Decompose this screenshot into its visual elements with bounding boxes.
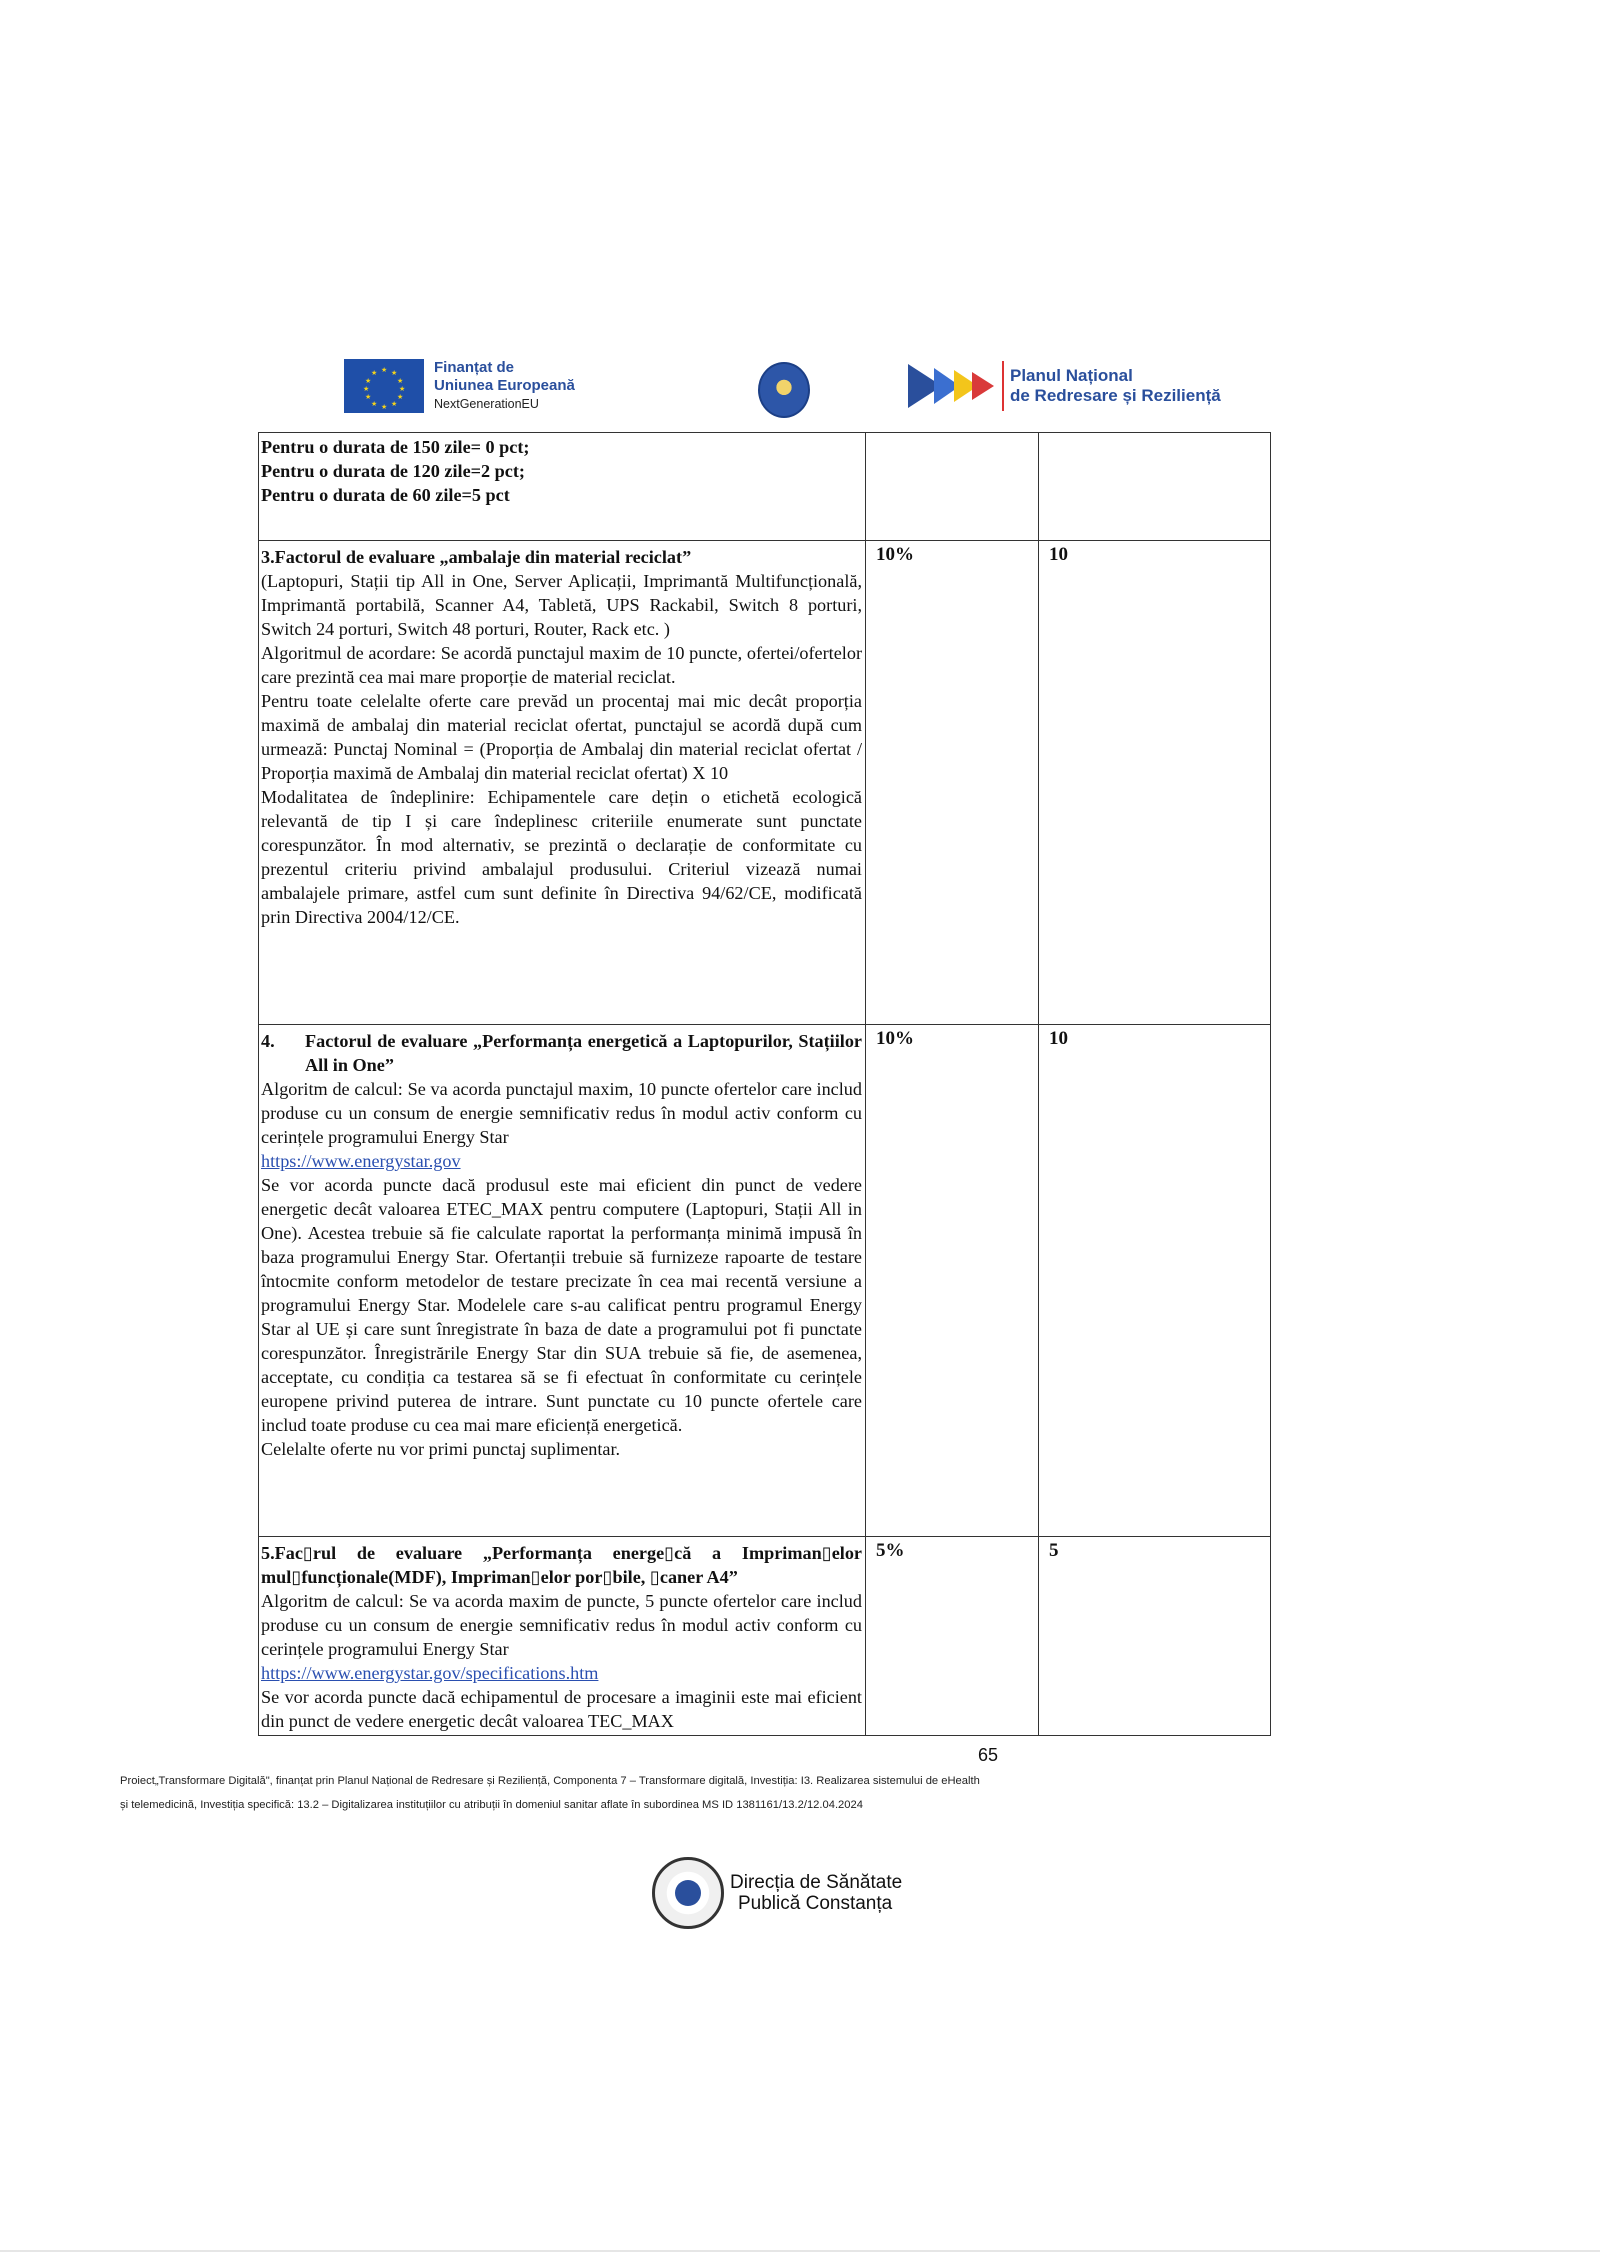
criterion-text: Se vor acorda puncte dacă echipamentul de procesare a imaginii este mai eficient din punct de vedere energetic decât valoarea TEC_MAX bbox=[261, 1687, 862, 1731]
criterion-number: 4. bbox=[261, 1031, 275, 1051]
eu-text-line1: Finanțat de bbox=[434, 359, 515, 376]
page-number: 65 bbox=[978, 1745, 999, 1765]
criterion-title: 3.Factorul de evaluare „ambalaje din material reciclat” bbox=[261, 547, 692, 567]
dsp-constanta-logo bbox=[652, 1857, 902, 1929]
pnrr-logo bbox=[908, 358, 1221, 414]
criterion-title bbox=[261, 1029, 862, 1077]
table-row bbox=[259, 433, 1271, 541]
points-value: 10 bbox=[1049, 544, 1068, 565]
weight-value: 10% bbox=[876, 544, 914, 565]
points-cell bbox=[1039, 541, 1271, 1025]
page-header bbox=[340, 354, 1240, 434]
points-value: 10 bbox=[1049, 1028, 1068, 1049]
criterion-text: (Laptopuri, Stații tip All in One, Server Aplicații, Imprimantă Multifuncțională, Imprimantă portabilă, Scanner A4, Tabletă, UPS Rackabil, Switch 8 porturi, Switch 24 porturi, Switch 48 porturi, Router, Rack etc. ) bbox=[261, 571, 862, 639]
criterion-text: Se vor acorda puncte dacă produsul este mai eficient din punct de vedere energetic decât valoarea ETEC_MAX pentru computere (Laptopuri, Stații All in One). Acestea trebuie să fie calculate raportat la performanța minimă impusă în baza programului Energy Star. Ofertanții trebuie să furnizeze rapoarte de testare întocmite conform metodelor de testare precizate în cea mai recentă versiune a programului Energy Star. Modelele care s-au calificat pentru programul Energy Star al UE și care sunt înregistrate în baza de date a programului pot fi punctate corespunzător. Înregistrările Energy Star din SUA trebuie să fie, de asemenea, acceptate, cu condiția ca testarea să se fi efectuat în conformitate cu cerințele europene privind puterea de intrare. Sunt punctate cu 10 puncte ofertele care includ toate produse cu cea mai mare eficiență energetică. bbox=[261, 1175, 862, 1435]
criterion-title-text: Factorul de evaluare „Performanța energetică a Laptopurilor, Stațiilor All in One” bbox=[305, 1031, 862, 1075]
dsp-text-line1: Direcția de Sănătate bbox=[730, 1872, 903, 1893]
points-cell bbox=[1039, 433, 1271, 541]
duration-line: Pentru o durata de 60 zile=5 pct bbox=[261, 485, 510, 505]
page-bottom-divider bbox=[0, 2250, 1600, 2252]
pnrr-arrows-icon bbox=[908, 358, 998, 414]
criterion-text: Algoritmul de acordare: Se acordă punctajul maxim de 10 puncte, ofertei/ofertelor care prezintă cea mai mare proporție de material reciclat. bbox=[261, 643, 862, 687]
criterion-description-cell bbox=[259, 433, 866, 541]
weight-cell bbox=[866, 1025, 1039, 1537]
weight-cell bbox=[866, 541, 1039, 1025]
eu-text-line2: Uniunea Europeană bbox=[434, 377, 575, 394]
romania-government-seal-icon bbox=[758, 362, 810, 418]
criterion-description-cell bbox=[259, 1025, 866, 1537]
points-cell bbox=[1039, 1537, 1271, 1736]
weight-cell bbox=[866, 433, 1039, 541]
table-row bbox=[259, 1025, 1271, 1537]
eu-funding-logo bbox=[344, 359, 575, 413]
pnrr-text-line1: Planul Național bbox=[1010, 366, 1133, 385]
duration-line: Pentru o durata de 150 zile= 0 pct; bbox=[261, 437, 530, 457]
pnrr-text-line2: de Redresare și Reziliență bbox=[1010, 386, 1221, 405]
table-row bbox=[259, 541, 1271, 1025]
criterion-text: Celelalte oferte nu vor primi punctaj suplimentar. bbox=[261, 1439, 621, 1459]
evaluation-criteria-table bbox=[258, 432, 1271, 1736]
dsp-seal-icon bbox=[652, 1857, 724, 1929]
table-row bbox=[259, 1537, 1271, 1736]
weight-value: 10% bbox=[876, 1028, 914, 1049]
points-cell bbox=[1039, 1025, 1271, 1537]
weight-value: 5% bbox=[876, 1540, 905, 1561]
duration-line: Pentru o durata de 120 zile=2 pct; bbox=[261, 461, 525, 481]
criterion-text: Modalitatea de îndeplinire: Echipamentele care dețin o etichetă ecologică relevantă de tip I și care îndeplinesc criteriile enumerate sunt punctate corespunzător. În mod alternativ, se prezintă o declarație de conformitate cu prezentul criteriu privind ambalajul produsului. Criteriul vizează numai ambalajele primare, astfel cum sunt definite în Directiva 94/62/CE, modificată prin Directiva 2004/12/CE. bbox=[261, 787, 862, 927]
criterion-text: Pentru toate celelalte oferte care prevăd un procentaj mai mic decât proporția maximă de ambalaj din material reciclat ofertat, punctajul se acordă după cum urmează: Punctaj Nominal = (Proporția de Ambalaj din material reciclat ofertat / Proporția maximă de Ambalaj din material reciclat ofertat) X 10 bbox=[261, 691, 862, 783]
energy-star-specifications-link[interactable]: https://www.energystar.gov/specifications.htm bbox=[261, 1663, 599, 1683]
energy-star-link[interactable]: https://www.energystar.gov bbox=[261, 1151, 461, 1171]
criterion-description-cell bbox=[259, 1537, 866, 1736]
eu-text-line3: NextGenerationEU bbox=[434, 397, 539, 411]
dsp-text-line2: Publică Constanța bbox=[738, 1893, 893, 1914]
eu-flag-icon: ★ ★ ★ ★ ★ ★ ★ ★ ★ ★ ★ ★ bbox=[344, 359, 424, 413]
criterion-description-cell bbox=[259, 541, 866, 1025]
weight-cell bbox=[866, 1537, 1039, 1736]
criterion-text: Algoritm de calcul: Se va acorda punctajul maxim, 10 puncte ofertelor care includ produse cu un consum de energie semnificativ redus în modul activ conform cu cerințele programului Energy Star bbox=[261, 1079, 862, 1147]
points-value: 5 bbox=[1049, 1540, 1059, 1561]
criterion-text: Algoritm de calcul: Se va acorda maxim de puncte, 5 puncte ofertelor care includ produse cu un consum de energie semnificativ redus în modul activ conform cu cerințele programului Energy Star bbox=[261, 1591, 862, 1659]
footer-project-text: Proiect„Transformare Digitală", finanțat prin Planul Național de Redresare și Reziliență, Componenta 7 – Transformare digitală, Investiția: I3. Realizarea sistemului de eHealth și telemedicină, Investiția specifică: 13.2 – Digitalizarea instituțiilor cu atribuții în domeniul sanitar aflate în subordinea MS ID 1381161/13.2/12.04.2024 bbox=[120, 1775, 980, 1811]
criterion-title: 5.Fac▯rul de evaluare „Performanța energe▯că a Impriman▯elor mul▯funcționale(MDF), Impriman▯elor por▯bile, ▯caner A4” bbox=[261, 1543, 862, 1587]
